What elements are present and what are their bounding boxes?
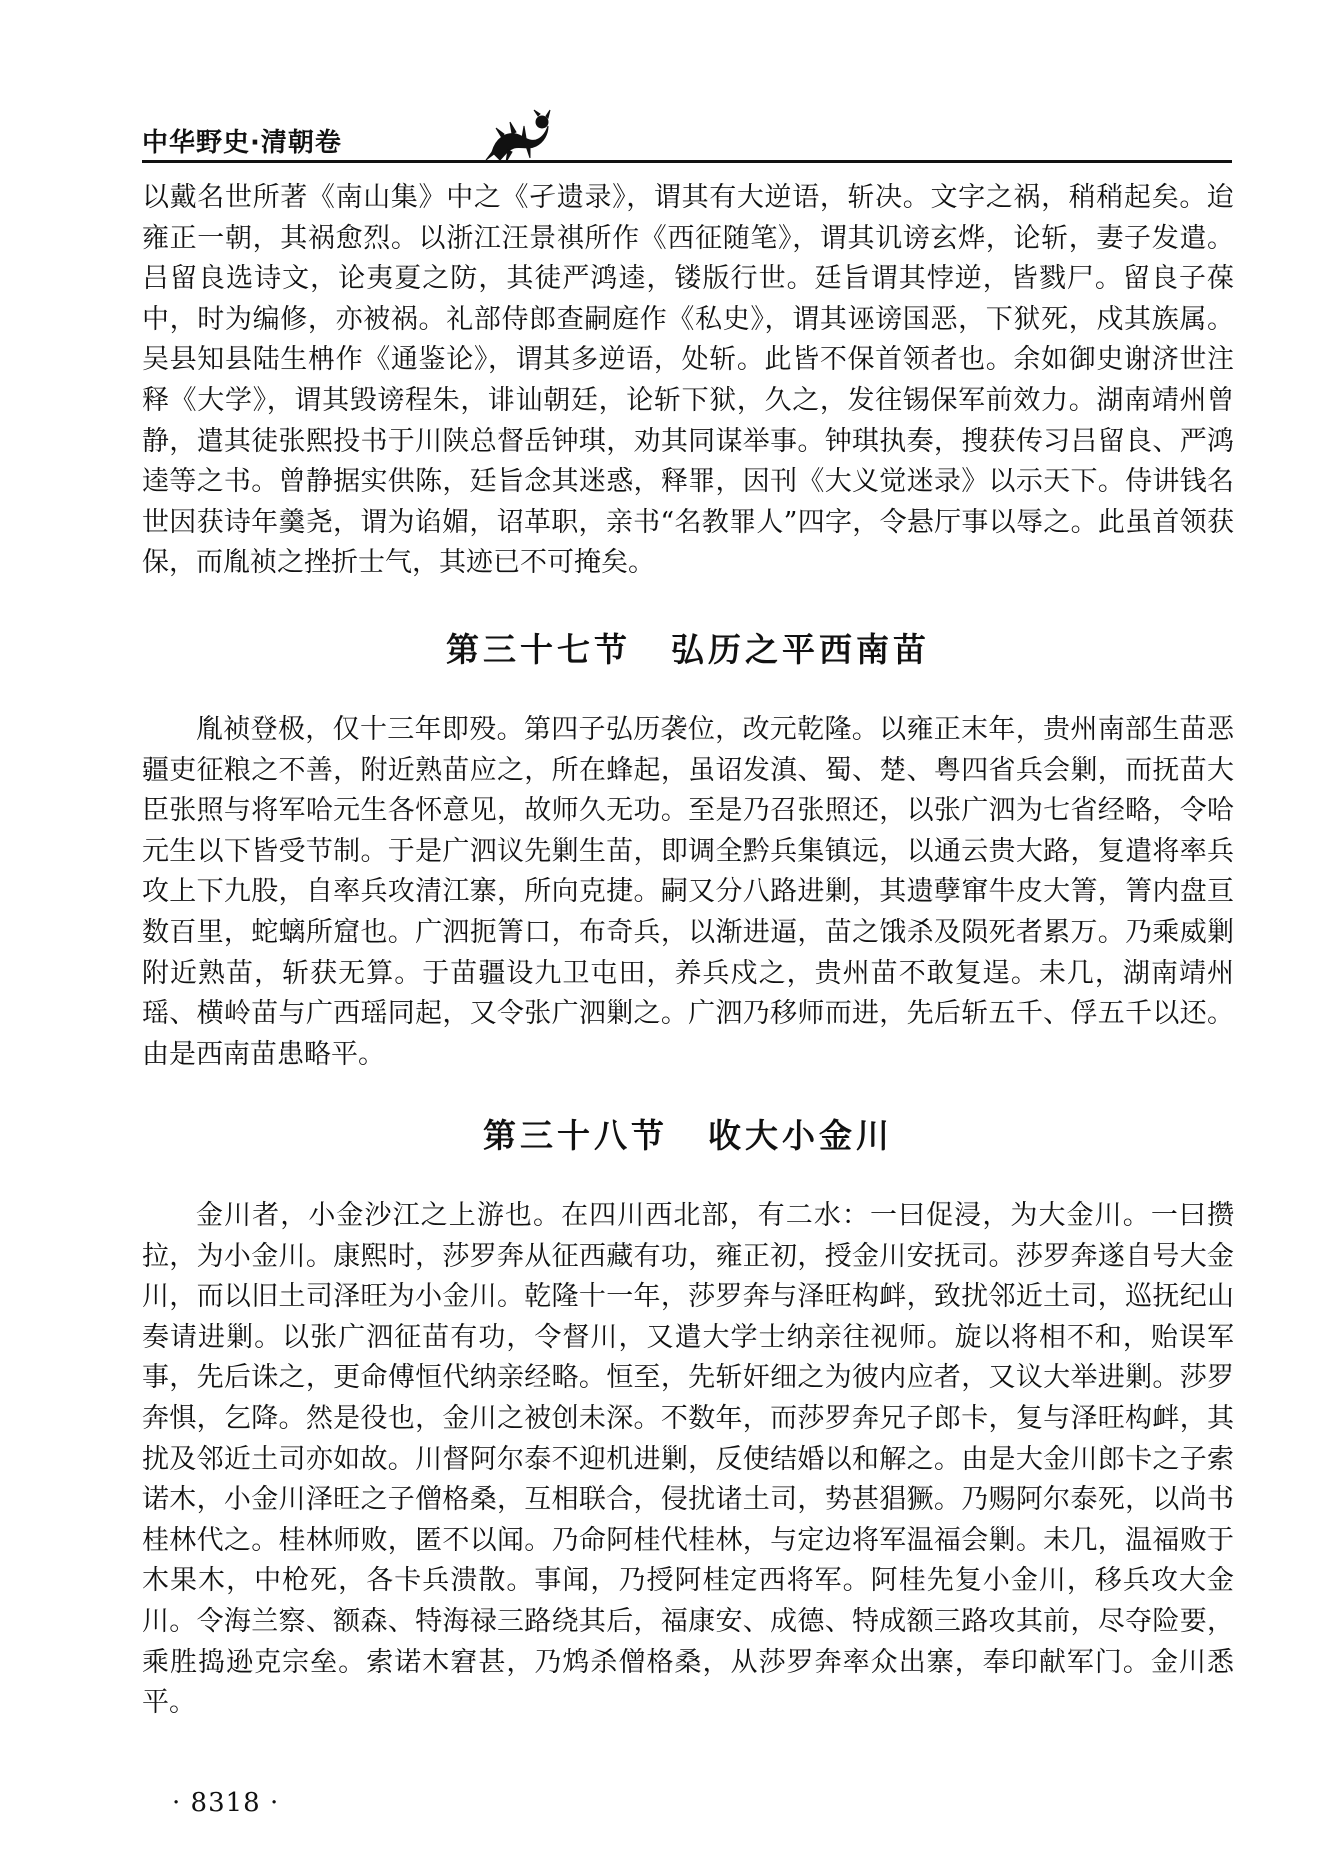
paragraph-section-38 (142, 1196, 1234, 1724)
section-name: 收大小金川 (708, 1116, 893, 1155)
page-number: · 8318 · (172, 1788, 280, 1818)
section-heading-38 (142, 1110, 1234, 1157)
section-number: 第三十八节 (483, 1116, 668, 1155)
book-title: 中华野史·清朝卷 (142, 128, 342, 158)
section-heading-37 (142, 624, 1234, 671)
section-number: 第三十七节 (446, 630, 631, 669)
paragraph-section-37 (142, 710, 1234, 1075)
dragon-emblem-icon (482, 108, 554, 164)
paragraph-text: 以戴名世所著《南山集》中之《孑遗录》，谓其有大逆语，斩决。文字之祸，稍稍起矣。迨雍正一朝，其祸愈烈。以浙江汪景祺所作《西征随笔》，谓其讥谤玄烨，论斩，妻子发遣。吕留良选诗文，论夷夏之防，其徒严鸿逵，镂版行世。廷旨谓其悖逆，皆戮尸。留良子葆中，时为编修，亦被祸。礼部侍郎查嗣庭作《私史》，谓其诬谤国恶，下狱死，戍其族属。吴县知县陆生柟作《通鉴论》，谓其多逆语，处斩。此皆不保首领者也。余如御史谢济世注释《大学》，谓其毁谤程朱，诽讪朝廷，论斩下狱，久之，发往锡保军前效力。湖南靖州曾静，遣其徒张熙投书于川陕总督岳钟琪，劝其同谋举事。钟琪执奏，搜获传习吕留良、严鸿逵等之书。曾静据实供陈，廷旨念其迷惑，释罪，因刊《大义觉迷录》以示天下。侍讲钱名世因获诗年羹尧，谓为谄媚，诏革职，亲书“名教罪人”四字，令悬厅事以辱之。此虽首领获保，而胤祯之挫折士气，其迹已不可掩矣。 (142, 182, 1234, 579)
paragraph-text: 胤祯登极，仅十三年即殁。第四子弘历袭位，改元乾隆。以雍正末年，贵州南部生苗恶疆吏征粮之不善，附近熟苗应之，所在蜂起，虽诏发滇、蜀、楚、粤四省兵会剿，而抚苗大臣张照与将军哈元生各怀意见，故师久无功。至是乃召张照还，以张广泗为七省经略，令哈元生以下皆受节制。于是广泗议先剿生苗，即调全黔兵集镇远，以通云贵大路，复遣将率兵攻上下九股，自率兵攻清江寨，所向克捷。嗣又分八路进剿，其遗孽窜牛皮大箐，箐内盘亘数百里，蛇螭所窟也。广泗扼箐口，布奇兵，以渐进逼，苗之饿杀及陨死者累万。乃乘威剿附近熟苗，斩获无算。于苗疆设九卫屯田，养兵戍之，贵州苗不敢复逞。未几，湖南靖州瑶、横岭苗与广西瑶同起，又令张广泗剿之。广泗乃移师而进，先后斩五千、俘五千以还。由是西南苗患略平。 (142, 714, 1234, 1070)
paragraph-continued (142, 178, 1234, 584)
paragraph-text: 金川者，小金沙江之上游也。在四川西北部，有二水：一曰促浸，为大金川。一曰攒拉，为小金川。康熙时，莎罗奔从征西藏有功，雍正初，授金川安抚司。莎罗奔遂自号大金川，而以旧土司泽旺为小金川。乾隆十一年，莎罗奔与泽旺构衅，致扰邻近土司，巡抚纪山奏请进剿。以张广泗征苗有功，令督川，又遣大学士纳亲往视师。旋以将相不和，贻误军事，先后诛之，更命傅恒代纳亲经略。恒至，先斩奸细之为彼内应者，又议大举进剿。莎罗奔惧，乞降。然是役也，金川之被创未深。不数年，而莎罗奔兄子郎卡，复与泽旺构衅，其扰及邻近土司亦如故。川督阿尔泰不迎机进剿，反使结婚以和解之。由是大金川郎卡之子索诺木，小金川泽旺之子僧格桑，互相联合，侵扰诸土司，势甚猖獗。乃赐阿尔泰死，以尚书桂林代之。桂林师败，匿不以闻。乃命阿桂代桂林，与定边将军温福会剿。未几，温福败于木果木，中枪死，各卡兵溃散。事闻，乃授阿桂定西将军。阿桂先复小金川，移兵攻大金川。令海兰察、额森、特海禄三路绕其后，福康安、成德、特成额三路攻其前，尽夺险要，乘胜捣逊克宗垒。索诺木窘甚，乃鸩杀僧格桑，从莎罗奔率众出寨，奉印献军门。金川悉平。 (142, 1200, 1234, 1719)
section-name: 弘历之平西南苗 (671, 630, 930, 669)
header-rule (142, 160, 1232, 163)
running-header (142, 108, 1232, 158)
